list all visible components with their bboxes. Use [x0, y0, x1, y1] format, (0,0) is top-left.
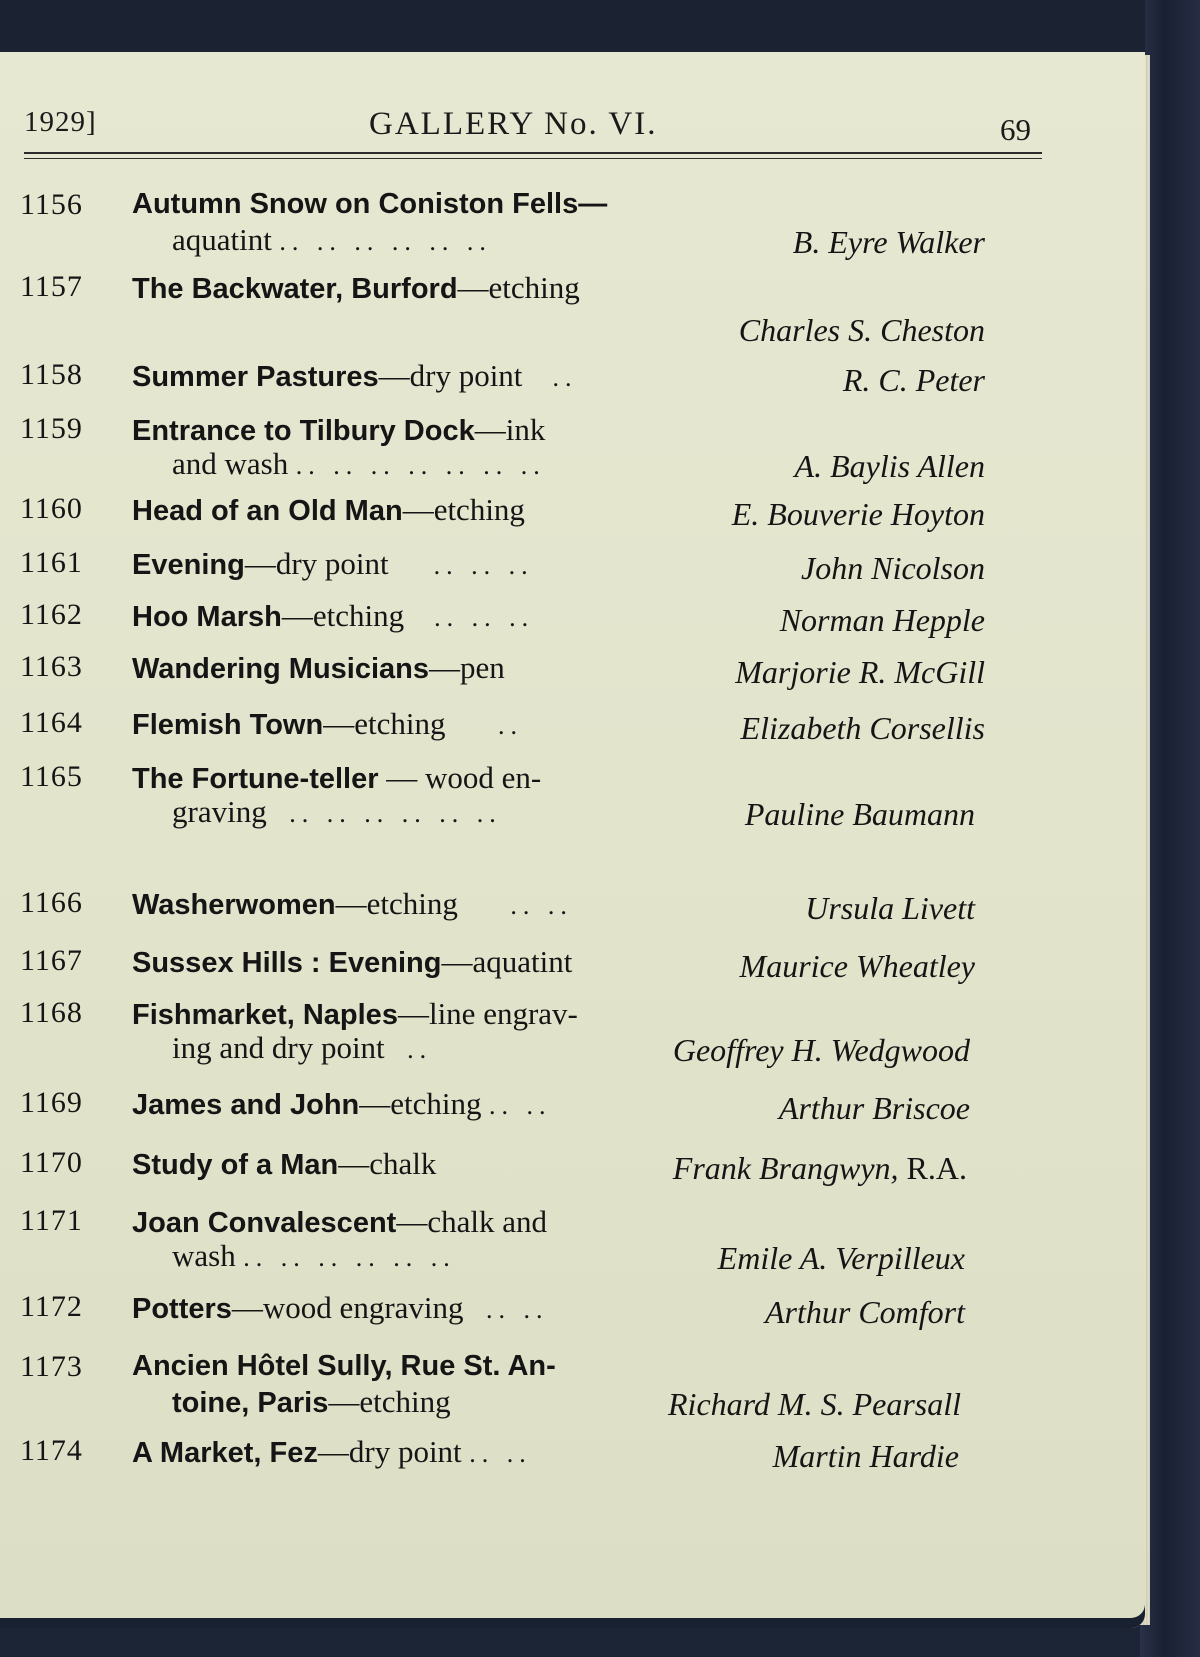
entry-medium: —aquatint: [441, 944, 573, 979]
entry-title: Sussex Hills : Evening: [132, 947, 442, 979]
entry-artist: Geoffrey H. Wedgwood: [672, 1032, 970, 1068]
entry-title-cont: ing and dry point: [172, 1030, 385, 1065]
catalogue-entry: [20, 270, 1045, 350]
entry-artist: Elizabeth Corsellis: [740, 710, 985, 746]
entry-title: Evening: [132, 549, 245, 581]
entry-title: Head of an Old Man: [132, 495, 403, 527]
leader-dots: .. ..: [489, 1091, 552, 1120]
entry-artist: R. C. Peter: [842, 362, 985, 398]
entry-title: James and John: [132, 1089, 360, 1121]
catalogue-entry: [20, 1204, 1045, 1284]
entry-number: 1161: [20, 546, 83, 579]
artist-suffix: R.A.: [906, 1150, 967, 1186]
entry-title: The Backwater, Burford: [132, 273, 458, 305]
entry-artist: Arthur Comfort: [764, 1294, 965, 1330]
entry-artist: John Nicolson: [801, 550, 985, 586]
entry-medium: —etching: [457, 270, 580, 305]
leader-dots: .. .. .. .. .. ..: [243, 1243, 456, 1272]
entry-medium: —etching: [323, 706, 446, 741]
entry-title: Fishmarket, Naples: [132, 999, 398, 1031]
leader-dots: ..: [552, 363, 578, 392]
entry-artist: Charles S. Cheston: [738, 312, 985, 348]
leader-dots: ..: [407, 1035, 433, 1064]
entry-medium: —line engrav-: [397, 996, 578, 1031]
entry-number: 1168: [20, 996, 83, 1029]
entry-title: Potters: [132, 1293, 232, 1325]
entry-title: Wandering Musicians: [132, 653, 430, 685]
entry-medium: —etching: [359, 1086, 482, 1121]
entry-artist: Norman Hepple: [779, 602, 985, 638]
catalogue-entry: [20, 1146, 1045, 1190]
entry-title: Study of a Man: [132, 1149, 339, 1181]
entry-number: 1157: [20, 270, 83, 303]
entry-title: Flemish Town: [132, 709, 324, 741]
entry-title-cont: toine, Paris: [172, 1387, 329, 1419]
entry-title: Ancien Hôtel Sully, Rue St. An-: [132, 1350, 556, 1382]
entry-medium: — wood en-: [378, 760, 542, 795]
entry-medium: —pen: [429, 650, 505, 685]
entry-medium: —etching: [328, 1384, 451, 1419]
catalogue-entry: [20, 598, 1045, 642]
entry-artist: Pauline Baumann: [744, 796, 975, 832]
entry-number: 1166: [20, 886, 83, 919]
entry-title: Joan Convalescent: [132, 1207, 397, 1239]
entry-medium: —wood engraving: [231, 1290, 464, 1325]
header-year: 1929]: [24, 106, 97, 138]
entry-number: 1171: [20, 1204, 83, 1237]
catalogue-entry: [20, 650, 1045, 694]
entry-title: Autumn Snow on Coniston Fells—: [132, 188, 608, 220]
header-title: GALLERY No. VI.: [369, 106, 658, 142]
leader-dots: .. ..: [510, 891, 573, 920]
leader-dots: .. .. ..: [433, 551, 534, 580]
entry-number: 1162: [20, 598, 83, 631]
leader-dots: .. .. .. .. .. ..: [279, 227, 492, 256]
entry-number: 1160: [20, 492, 83, 525]
leader-dots: .. .. .. .. .. ..: [289, 799, 502, 828]
catalogue-entry: [20, 188, 1045, 264]
leader-dots: .. ..: [469, 1439, 532, 1468]
catalogue-entry: [20, 546, 1045, 590]
entry-artist: Richard M. S. Pearsall: [668, 1386, 961, 1422]
entry-medium: —dry point: [244, 546, 389, 581]
entry-medium: —dry point: [378, 358, 523, 393]
entry-artist: Frank Brangwyn,: [672, 1150, 899, 1186]
header-rule-thin: [24, 158, 1042, 159]
entry-artist: E. Bouverie Hoyton: [731, 496, 985, 532]
running-header: [24, 100, 1044, 150]
entry-artist: Maurice Wheatley: [739, 948, 975, 984]
entry-number: 1167: [20, 944, 83, 977]
header-rule: [24, 152, 1042, 154]
entry-title-cont: and wash: [172, 446, 289, 481]
entry-title-cont: aquatint: [172, 222, 272, 257]
entry-medium: —etching: [335, 886, 458, 921]
catalogue-entry: [20, 412, 1045, 492]
entry-artist: B. Eyre Walker: [792, 224, 985, 260]
entry-number: 1169: [20, 1086, 83, 1119]
catalogue-entry: [20, 1434, 1045, 1478]
entry-number: 1164: [20, 706, 83, 739]
entry-title: Entrance to Tilbury Dock: [132, 415, 475, 447]
entry-title-cont: graving: [172, 794, 267, 829]
page-number: 69: [1000, 112, 1031, 147]
entry-number: 1159: [20, 412, 83, 445]
entry-number: 1173: [20, 1350, 83, 1383]
entry-artist: Martin Hardie: [772, 1438, 959, 1474]
catalogue-entry: [20, 492, 1045, 536]
catalogue-entry: [20, 944, 1045, 988]
entry-number: 1156: [20, 188, 83, 221]
leader-dots: .. .. .. .. .. .. ..: [295, 451, 546, 480]
entry-title: Washerwomen: [132, 889, 336, 921]
catalogue-entry: [20, 706, 1045, 750]
catalogue-entry: [20, 996, 1045, 1076]
entry-number: 1165: [20, 760, 83, 793]
entry-artist: Marjorie R. McGill: [735, 654, 985, 690]
cover-band: [0, 0, 1145, 52]
leader-dots: .. .. ..: [434, 603, 535, 632]
entry-number: 1158: [20, 358, 83, 391]
entry-title: The Fortune-teller: [132, 763, 379, 795]
catalogue-entry: [20, 1350, 1045, 1430]
entry-number: 1174: [20, 1434, 83, 1467]
leader-dots: ..: [497, 711, 523, 740]
entry-medium: —chalk: [338, 1146, 437, 1181]
leader-dots: .. ..: [486, 1295, 549, 1324]
entry-title: Summer Pastures: [132, 361, 379, 393]
entry-artist: Ursula Livett: [805, 890, 975, 926]
entry-number: 1170: [20, 1146, 83, 1179]
entry-title: A Market, Fez: [132, 1437, 318, 1469]
entry-medium: —dry point: [317, 1434, 462, 1469]
entry-title-cont: wash: [172, 1238, 236, 1273]
catalogue-entry: [20, 1086, 1045, 1130]
catalogue-entry: [20, 1290, 1045, 1334]
catalogue-entry: [20, 760, 1045, 840]
entry-title: Hoo Marsh: [132, 601, 282, 633]
entry-medium: —chalk and: [396, 1204, 547, 1239]
entry-artist: Arthur Briscoe: [778, 1090, 970, 1126]
entry-medium: —etching: [281, 598, 405, 633]
entry-number: 1172: [20, 1290, 83, 1323]
catalogue-entry: [20, 886, 1045, 930]
catalogue-entry: [20, 358, 1045, 402]
entry-medium: —etching: [402, 492, 525, 527]
entry-number: 1163: [20, 650, 83, 683]
entry-artist: A. Baylis Allen: [794, 448, 985, 484]
entry-artist: Emile A. Verpilleux: [717, 1240, 965, 1276]
entry-medium: —ink: [474, 412, 546, 447]
